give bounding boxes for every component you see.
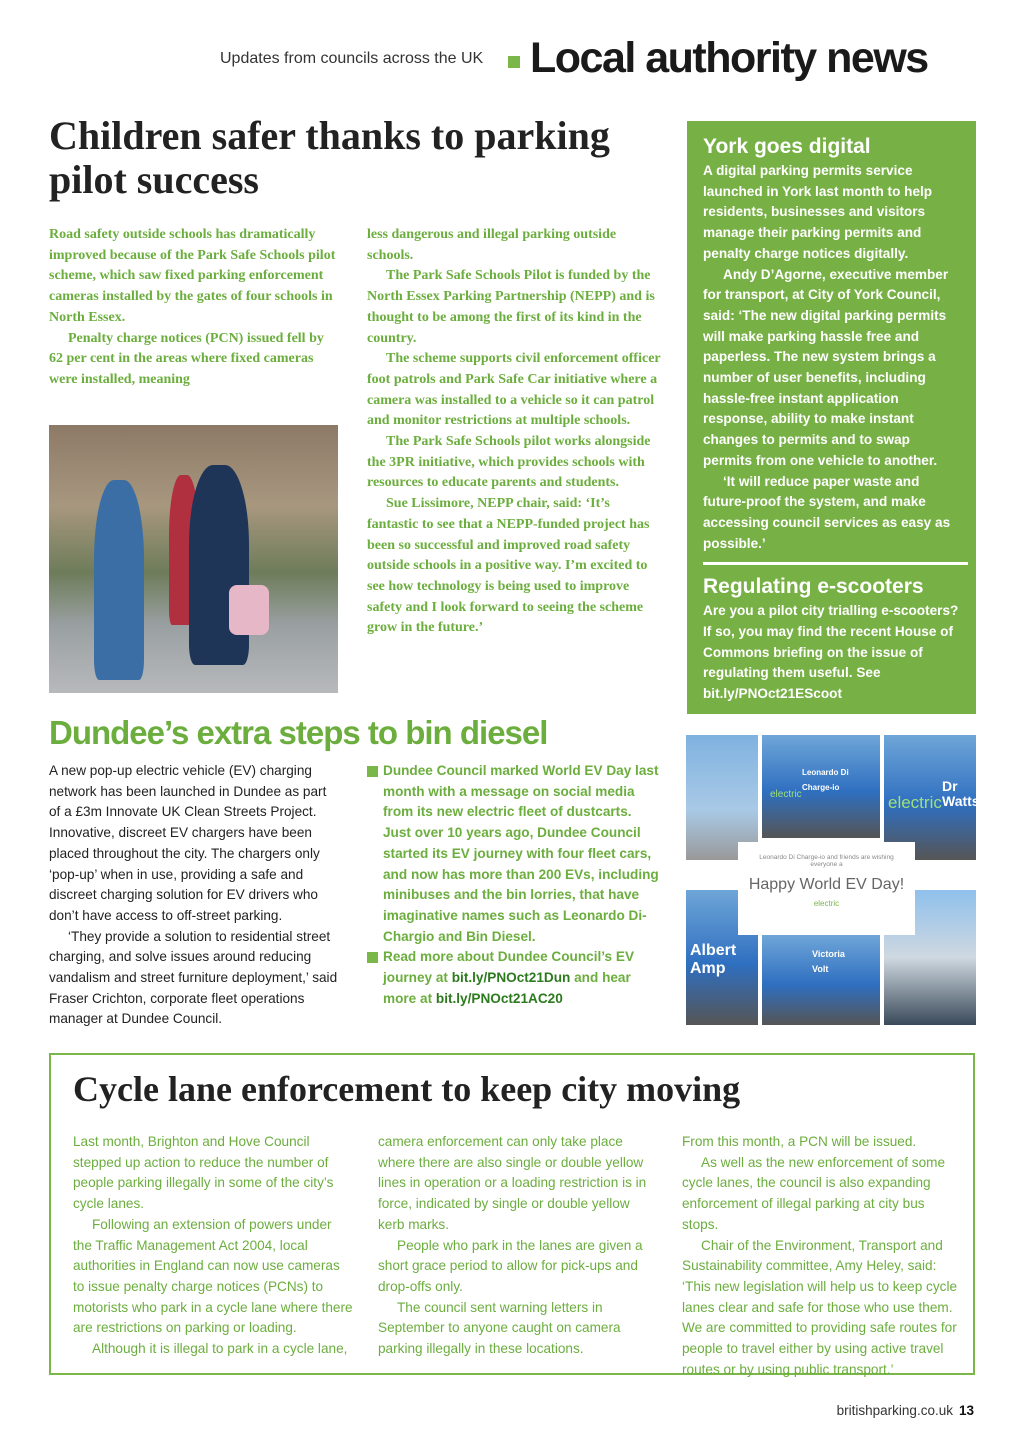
cycle-col1 — [73, 1132, 353, 1360]
paragraph: Are you a pilot city trialling e-scooters? If so, you may find the recent House of Commons briefing on the issue of regulating them useful. See — [703, 603, 959, 681]
paragraph: The scheme supports civil enforcement officer foot patrols and Park Safe Car initiative where a camera was installed to a vehicle so it can patrol and monitor restrictions at multiple schools. — [367, 351, 661, 429]
main-story-col1 — [49, 225, 339, 391]
paragraph: The Park Safe Schools Pilot is funded by the North Essex Parking Partnership (NEPP) and is thought to be among the first of its kind in the country. — [367, 268, 655, 346]
paragraph: Sue Lissimore, NEPP chair, said: ‘It’s fantastic to see that a NEPP-funded project has been so successful and improved road safety outside schools in a positive way. I’m excited to see how technology is being used to improve safety and I look forward to seeing the scheme grow in the future.’ — [367, 496, 650, 636]
bullet-item — [367, 761, 662, 947]
bullet-text: and hear more at — [383, 970, 631, 1006]
dundee-col1 — [49, 761, 339, 1030]
cycle-headline: Cycle lane enforcement to keep city moving — [73, 1069, 741, 1109]
truck-name: Leonardo Di Charge-io — [802, 768, 849, 792]
section-title: Local authority news — [530, 34, 928, 82]
truck-name: Albert Amp — [690, 942, 737, 977]
paragraph: Road safety outside schools has dramatically improved because of the Park Safe Schools pilot scheme, which saw fixed parking enforcement cameras installed by the gates of four schools in North Essex. — [49, 227, 336, 325]
paragraph: A digital parking permits service launched in York last month to help residents, businesses and visitors manage their parking permits and penalty charge notices digitally. — [703, 163, 933, 261]
brand-logo: electric — [813, 899, 840, 908]
footer — [837, 1403, 974, 1418]
ev-day-card — [738, 842, 915, 935]
truck-name: Victoria Volt — [812, 949, 845, 974]
bullet-square-icon — [508, 56, 520, 68]
collage-tile — [762, 735, 880, 838]
paragraph: ‘They provide a solution to residential street charging, and solve issues around reducing vandalism and street furniture deployment,’ said Fraser Crichton, corporate fleet operations manager at Dundee Council. — [49, 928, 338, 1027]
schoolchildren-photo — [49, 425, 338, 693]
bullet-square-icon — [367, 766, 378, 777]
paragraph: Although it is illegal to park in a cycle lane, — [92, 1341, 348, 1357]
footer-site[interactable]: britishparking.co.uk — [836, 1403, 953, 1418]
escooter-headline: Regulating e-scooters — [703, 575, 924, 599]
divider — [703, 562, 968, 565]
paragraph: From this month, a PCN will be issued. — [682, 1134, 917, 1149]
paragraph: camera enforcement can only take place where there are also single or double yellow lines in operation or a loading restriction is in force, indicated by single or double yellow kerb marks. — [378, 1134, 647, 1232]
dundee-link[interactable]: bit.ly/PNOct21Dun — [451, 970, 571, 986]
collage-tile — [762, 935, 880, 1025]
york-body — [703, 161, 960, 554]
paragraph: Andy D’Agorne, executive member for transport, at City of York Council, said: ‘The new digital parking permits will make parking hassle free and paperless. The new system brings a number of user benefits, including hassle-free instant application response, ability to make instant changes to permits and to swap permits from one vehicle to another. — [703, 266, 949, 468]
truck-name: Dr Watts — [942, 778, 980, 809]
paragraph: ‘It will reduce paper waste and future-proof the system, and make accessing council services as easy as possible.’ — [703, 473, 951, 551]
bullet-item — [367, 947, 662, 1009]
card-title: Happy World EV Day! — [748, 876, 905, 893]
dundee-headline: Dundee’s extra steps to bin diesel — [49, 714, 548, 751]
dundee-col2 — [367, 761, 662, 1009]
york-headline: York goes digital — [703, 135, 871, 158]
card-subtext: Leonardo Di Charge-io and friends are wishing everyone a — [759, 854, 894, 868]
paragraph: The council sent warning letters in September to anyone caught on camera parking illegally in these locations. — [378, 1299, 621, 1357]
sidebar-box — [687, 121, 976, 714]
paragraph: A new pop-up electric vehicle (EV) charging network has been launched in Dundee as part of a £3m Innovate UK Clean Streets Project. Innovative, discreet EV chargers have been placed throughout the city. The chargers only ‘pop-up’ when in use, providing a safe and discreet charging solution for EV drivers who don’t have access to off-street parking. — [49, 763, 327, 923]
brand-text: electric — [770, 789, 802, 800]
ac20-link[interactable]: bit.ly/PNOct21AC20 — [435, 990, 563, 1006]
paragraph: Chair of the Environment, Transport and Sustainability committee, Amy Heley, said: ‘This new legislation will help us to keep cycle lanes clear and safe for those who use them. We are committed to providing safe routes for people to travel either by using active travel routes or by using public transport.’ — [682, 1237, 958, 1377]
paragraph: The Park Safe Schools pilot works alongside the 3PR initiative, which provides schools with resources to educate parents and students. — [367, 434, 651, 491]
escooter-body — [703, 601, 960, 705]
cycle-col3 — [682, 1132, 962, 1380]
ev-day-collage — [686, 735, 980, 1025]
paragraph: less dangerous and illegal parking outside schools. — [367, 227, 617, 263]
paragraph: Following an extension of powers under the Traffic Management Act 2004, local authorities in England can now use cameras to issue penalty charge notices (PCNs) to motorists who park in a cycle lane where there are restrictions on parking or loading. — [73, 1216, 353, 1336]
escooter-link[interactable]: bit.ly/PNOct21EScoot — [703, 686, 842, 702]
bullet-text: Dundee Council marked World EV Day last month with a message on social media from its new electric fleet of dustcarts. Just over 10 years ago, Dundee Council started its EV journey with four fleet cars, and now has more than 200 EVs, including minibuses and the bin lorries, that have imaginative names such as Leonardo Di-Chargio and Bin Diesel. — [383, 763, 659, 944]
cycle-col2 — [378, 1132, 658, 1360]
main-headline: Children safer thanks to parking pilot success — [49, 113, 610, 202]
page-number: 13 — [958, 1403, 974, 1418]
paragraph: Last month, Brighton and Hove Council stepped up action to reduce the number of people parking illegally in some of the city’s cycle lanes. — [73, 1134, 334, 1212]
main-story-col2 — [367, 225, 662, 639]
brand-text: electric — [888, 793, 942, 812]
paragraph: Penalty charge notices (PCN) issued fell by 62 per cent in the areas where fixed cameras were installed, meaning — [49, 330, 324, 387]
paragraph: As well as the new enforcement of some cycle lanes, the council is also expanding enforcement of illegal parking at city bus stops. — [682, 1154, 946, 1232]
section-kicker: Updates from councils across the UK — [220, 50, 484, 67]
bullet-square-icon — [367, 952, 378, 963]
bullet-text: Read more about Dundee Council’s EV journey at — [383, 949, 635, 986]
paragraph: People who park in the lanes are given a short grace period to allow for pick-ups and drop-offs only. — [378, 1237, 643, 1294]
